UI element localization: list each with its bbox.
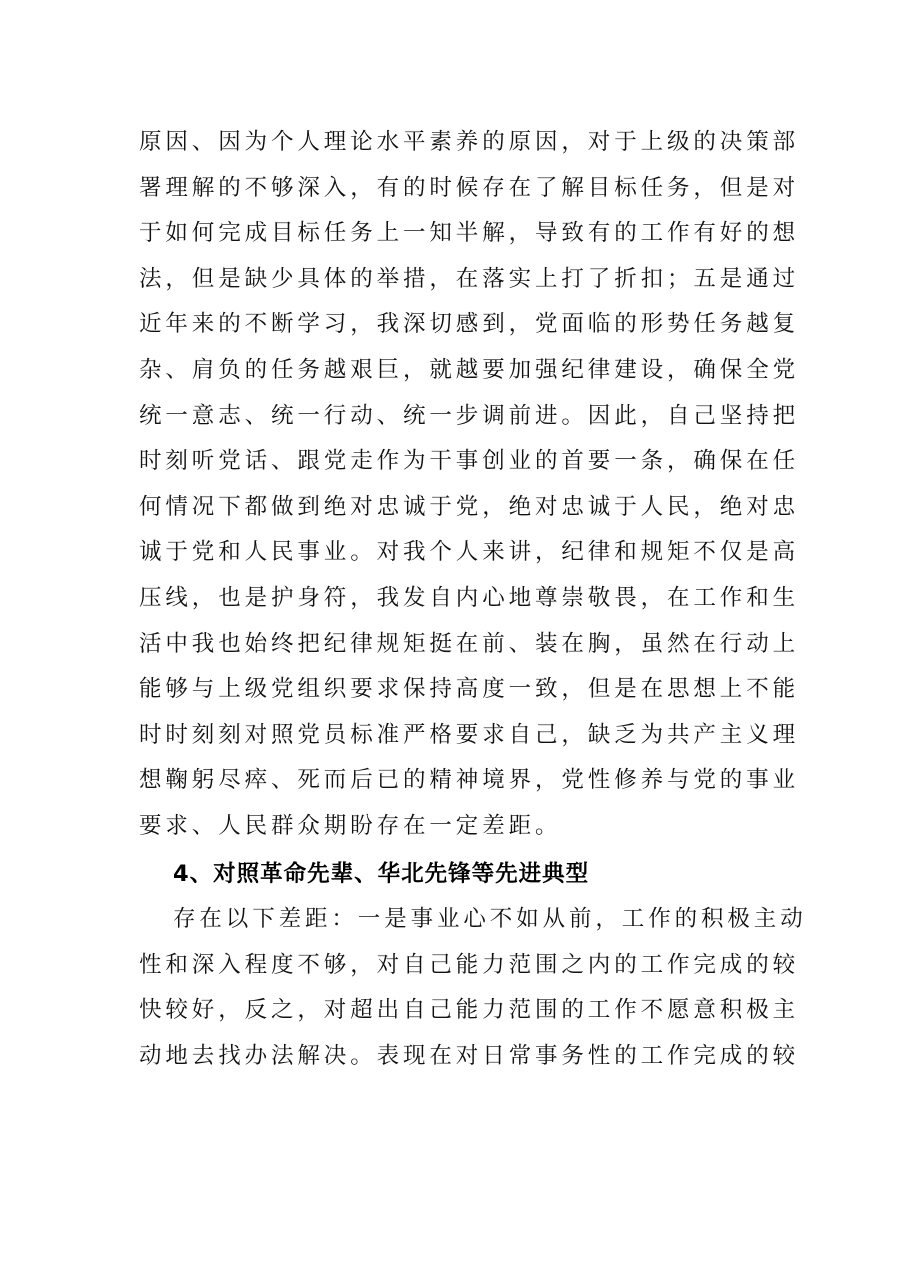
text-line: 统一意志、统一行动、统一步调前进。因此，自己坚持把 bbox=[139, 402, 800, 429]
text-line: 近年来的不断学习，我深切感到，党面临的形势任务越复 bbox=[139, 311, 800, 338]
paragraph bbox=[139, 897, 807, 1079]
text-line: 想鞠躬尽瘁、死而后已的精神境界，党性修养与党的事业 bbox=[139, 767, 800, 794]
text-line: 时时刻刻对照党员标准严格要求自己，缺乏为共产主义理 bbox=[139, 721, 800, 748]
section-heading: 4、对照革命先辈、华北先锋等先进典型 bbox=[173, 860, 590, 887]
text-line: 时刻听党话、跟党走作为干事创业的首要一条，确保在任 bbox=[139, 448, 800, 475]
text-line: 性和深入程度不够，对自己能力范围之内的工作完成的较 bbox=[139, 951, 800, 978]
text-line: 何情况下都做到绝对忠诚于党，绝对忠诚于人民，绝对忠 bbox=[139, 493, 800, 520]
text-line: 存在以下差距：一是事业心不如从前，工作的积极主动 bbox=[173, 906, 807, 933]
text-line: 能够与上级党组织要求保持高度一致，但是在思想上不能 bbox=[139, 676, 800, 703]
text-line: 压线，也是护身符，我发自内心地尊崇敬畏，在工作和生 bbox=[139, 584, 800, 611]
text-line: 原因、因为个人理论水平素养的原因，对于上级的决策部 bbox=[139, 129, 800, 155]
paragraph bbox=[139, 120, 800, 850]
text-line: 杂、肩负的任务越艰巨，就越要加强纪律建设，确保全党 bbox=[139, 356, 800, 383]
text-line: 于如何完成目标任务上一知半解，导致有的工作有好的想 bbox=[139, 220, 800, 247]
text-line: 快较好，反之，对超出自己能力范围的工作不愿意积极主 bbox=[139, 997, 800, 1024]
text-line: 法，但是缺少具体的举措，在落实上打了折扣；五是通过 bbox=[139, 265, 800, 292]
text-line: 要求、人民群众期盼存在一定差距。 bbox=[139, 812, 562, 839]
document-body bbox=[139, 120, 807, 1079]
text-line: 诚于党和人民事业。对我个人来讲，纪律和规矩不仅是高 bbox=[139, 539, 800, 566]
text-line: 署理解的不够深入，有的时候存在了解目标任务，但是对 bbox=[139, 174, 800, 201]
text-line: 活中我也始终把纪律规矩挺在前、装在胸，虽然在行动上 bbox=[139, 630, 800, 657]
text-line: 动地去找办法解决。表现在对日常事务性的工作完成的较 bbox=[139, 1042, 800, 1069]
